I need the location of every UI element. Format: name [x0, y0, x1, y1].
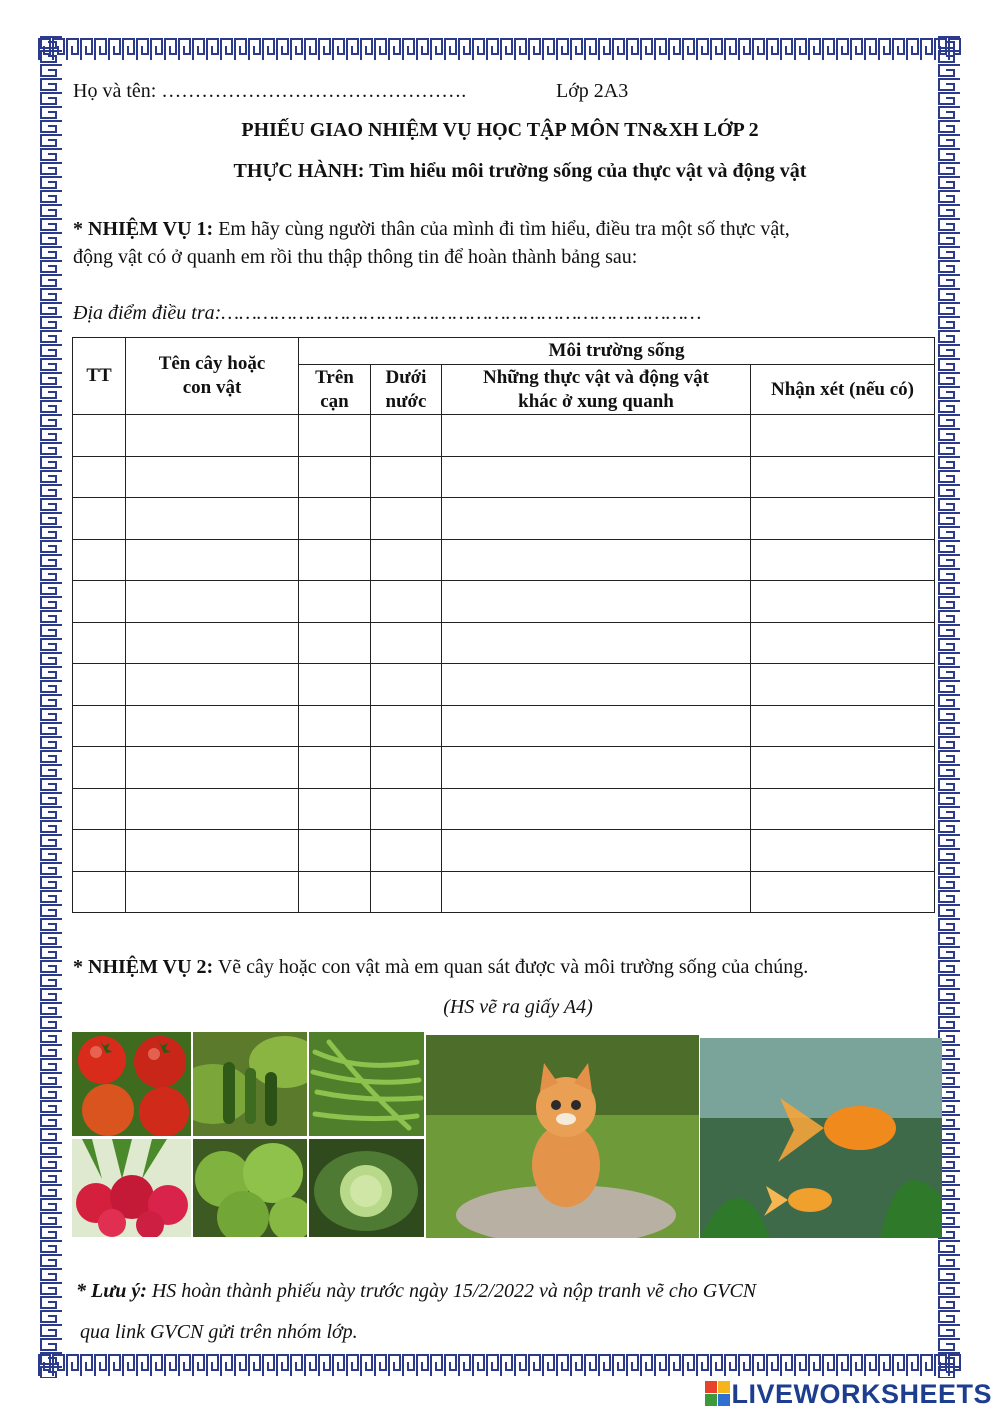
- table-cell[interactable]: [371, 871, 442, 913]
- table-cell[interactable]: [751, 498, 935, 540]
- cucumbers-image: [193, 1032, 307, 1136]
- name-label: Họ và tên: ……………………………………….: [73, 80, 467, 102]
- table-cell[interactable]: [442, 705, 751, 747]
- table-row: [73, 788, 935, 830]
- table-cell[interactable]: [73, 747, 126, 789]
- table-cell[interactable]: [126, 581, 299, 623]
- table-cell[interactable]: [299, 456, 371, 498]
- table-cell[interactable]: [751, 871, 935, 913]
- table-cell[interactable]: [751, 830, 935, 872]
- table-row: [73, 415, 935, 457]
- table-cell[interactable]: [126, 788, 299, 830]
- table-cell[interactable]: [73, 664, 126, 706]
- table-cell[interactable]: [73, 415, 126, 457]
- table-cell[interactable]: [751, 581, 935, 623]
- table-cell[interactable]: [126, 871, 299, 913]
- table-cell[interactable]: [371, 498, 442, 540]
- investigation-table: [72, 337, 935, 913]
- table-cell[interactable]: [126, 830, 299, 872]
- subtitle-lead: THỰC HÀNH:: [233, 160, 365, 182]
- header-notes: Nhận xét (nếu có): [751, 365, 935, 415]
- table-cell[interactable]: [299, 747, 371, 789]
- green-beans-image: [309, 1032, 424, 1136]
- table-cell[interactable]: [442, 871, 751, 913]
- table-cell[interactable]: [371, 456, 442, 498]
- worksheet-title: PHIẾU GIAO NHIỆM VỤ HỌC TẬP MÔN TN&XH LỚP 2: [241, 119, 759, 141]
- cabbage-image: [309, 1139, 424, 1237]
- header-water-line2: nước: [385, 390, 427, 412]
- header-water-line1: Dưới: [385, 366, 427, 388]
- table-cell[interactable]: [371, 705, 442, 747]
- table-cell[interactable]: [442, 498, 751, 540]
- greek-key-border-left: [38, 36, 64, 1378]
- table-cell[interactable]: [299, 664, 371, 706]
- table-row: [73, 581, 935, 623]
- table-cell[interactable]: [126, 622, 299, 664]
- header-others: [442, 365, 751, 415]
- lettuce-image: [193, 1139, 307, 1237]
- table-cell[interactable]: [442, 747, 751, 789]
- location-field[interactable]: Địa điểm điều tra:………………………………………………………………………: [73, 302, 702, 324]
- radishes-image: [72, 1139, 191, 1237]
- table-cell[interactable]: [371, 747, 442, 789]
- table-cell[interactable]: [126, 747, 299, 789]
- footer-note-text1: HS hoàn thành phiếu này trước ngày 15/2/2022 và nộp tranh vẽ cho GVCN: [146, 1280, 757, 1302]
- table-row: [73, 705, 935, 747]
- table-cell[interactable]: [73, 622, 126, 664]
- task2-text: Vẽ cây hoặc con vật mà em quan sát được và môi trường sống của chúng.: [213, 956, 809, 978]
- table-cell[interactable]: [73, 788, 126, 830]
- tomatoes-image: [72, 1032, 191, 1136]
- table-cell[interactable]: [126, 664, 299, 706]
- table-cell[interactable]: [751, 747, 935, 789]
- table-cell[interactable]: [126, 456, 299, 498]
- table-row: [73, 747, 935, 789]
- table-cell[interactable]: [371, 622, 442, 664]
- header-land-line2: cạn: [320, 390, 349, 412]
- table-row: [73, 871, 935, 913]
- table-cell[interactable]: [299, 871, 371, 913]
- task1-text-line1: Em hãy cùng người thân của mình đi tìm hiểu, điều tra một số thực vật,: [213, 218, 790, 240]
- table-cell[interactable]: [442, 664, 751, 706]
- table-cell[interactable]: [751, 622, 935, 664]
- footer-note-label: * Lưu ý:: [76, 1280, 147, 1302]
- table-cell[interactable]: [299, 539, 371, 581]
- header-others-line1: Những thực vật và động vật: [482, 366, 710, 388]
- table-cell[interactable]: [73, 830, 126, 872]
- table-cell[interactable]: [126, 498, 299, 540]
- table-row: [73, 622, 935, 664]
- subtitle-text: Tìm hiểu môi trường sống của thực vật và động vật: [364, 160, 807, 182]
- table-cell[interactable]: [299, 788, 371, 830]
- liveworksheets-icon: [705, 1381, 731, 1407]
- table-cell[interactable]: [299, 622, 371, 664]
- table-cell[interactable]: [73, 871, 126, 913]
- table-cell[interactable]: [371, 539, 442, 581]
- table-cell[interactable]: [299, 498, 371, 540]
- liveworksheets-wordmark: LIVEWORKSHEETS: [731, 1378, 992, 1409]
- footer-note-line1: [76, 1280, 756, 1303]
- task1-text-line2: động vật có ở quanh em rồi thu thập thông tin để hoàn thành bảng sau:: [73, 246, 638, 268]
- table-cell[interactable]: [751, 456, 935, 498]
- greek-key-border-top: [38, 36, 962, 62]
- table-cell[interactable]: [751, 664, 935, 706]
- footer-note-line2: qua link GVCN gửi trên nhóm lớp.: [80, 1321, 358, 1343]
- table-row: [73, 830, 935, 872]
- table-row: [73, 498, 935, 540]
- table-cell[interactable]: [299, 705, 371, 747]
- table-cell[interactable]: [442, 581, 751, 623]
- table-cell[interactable]: [442, 415, 751, 457]
- table-cell[interactable]: [751, 705, 935, 747]
- table-row: [73, 456, 935, 498]
- header-name-line2: con vật: [182, 377, 242, 398]
- table-cell[interactable]: [73, 456, 126, 498]
- header-name: [126, 338, 299, 415]
- table-cell[interactable]: [299, 415, 371, 457]
- header-land-line1: Trên: [315, 366, 354, 388]
- task2-label: * NHIỆM VỤ 2:: [73, 956, 214, 978]
- table-cell[interactable]: [371, 830, 442, 872]
- table-cell[interactable]: [442, 622, 751, 664]
- table-cell[interactable]: [751, 788, 935, 830]
- table-cell[interactable]: [751, 539, 935, 581]
- task2-paragraph: [73, 956, 808, 979]
- goldfish-image: [700, 1038, 942, 1238]
- header-land: [299, 365, 371, 415]
- header-habitat-group: Môi trường sống: [299, 338, 935, 365]
- header-others-line2: khác ở xung quanh: [518, 390, 674, 412]
- table-cell[interactable]: [73, 581, 126, 623]
- table-body: [73, 415, 935, 913]
- table-cell[interactable]: [371, 664, 442, 706]
- table-cell[interactable]: [371, 581, 442, 623]
- table-cell[interactable]: [442, 830, 751, 872]
- table-cell[interactable]: [442, 539, 751, 581]
- header-water: [371, 365, 442, 415]
- table-cell[interactable]: [299, 830, 371, 872]
- header-name-line1: Tên cây hoặc: [158, 353, 266, 374]
- table-cell[interactable]: [73, 539, 126, 581]
- table-cell[interactable]: [73, 705, 126, 747]
- table-cell[interactable]: [126, 415, 299, 457]
- greek-key-border-bottom: [38, 1352, 962, 1378]
- liveworksheets-logo: [705, 1378, 992, 1410]
- table-cell[interactable]: [442, 456, 751, 498]
- class-label: Lớp 2A3: [556, 80, 629, 102]
- task1-label: * NHIỆM VỤ 1:: [73, 218, 214, 240]
- table-row: [73, 664, 935, 706]
- table-cell[interactable]: [751, 415, 935, 457]
- table-cell[interactable]: [442, 788, 751, 830]
- table-row: [73, 539, 935, 581]
- student-name-field[interactable]: [73, 80, 466, 103]
- header-tt: TT: [73, 338, 126, 415]
- table-cell[interactable]: [126, 705, 299, 747]
- task1-paragraph: [73, 218, 790, 241]
- task2-note: (HS vẽ ra giấy A4): [443, 996, 593, 1018]
- kitten-image: [426, 1035, 699, 1238]
- table-cell[interactable]: [371, 788, 442, 830]
- table-cell[interactable]: [371, 415, 442, 457]
- table-cell[interactable]: [299, 581, 371, 623]
- worksheet-subtitle: [0, 160, 1000, 183]
- table-cell[interactable]: [73, 498, 126, 540]
- table-cell[interactable]: [126, 539, 299, 581]
